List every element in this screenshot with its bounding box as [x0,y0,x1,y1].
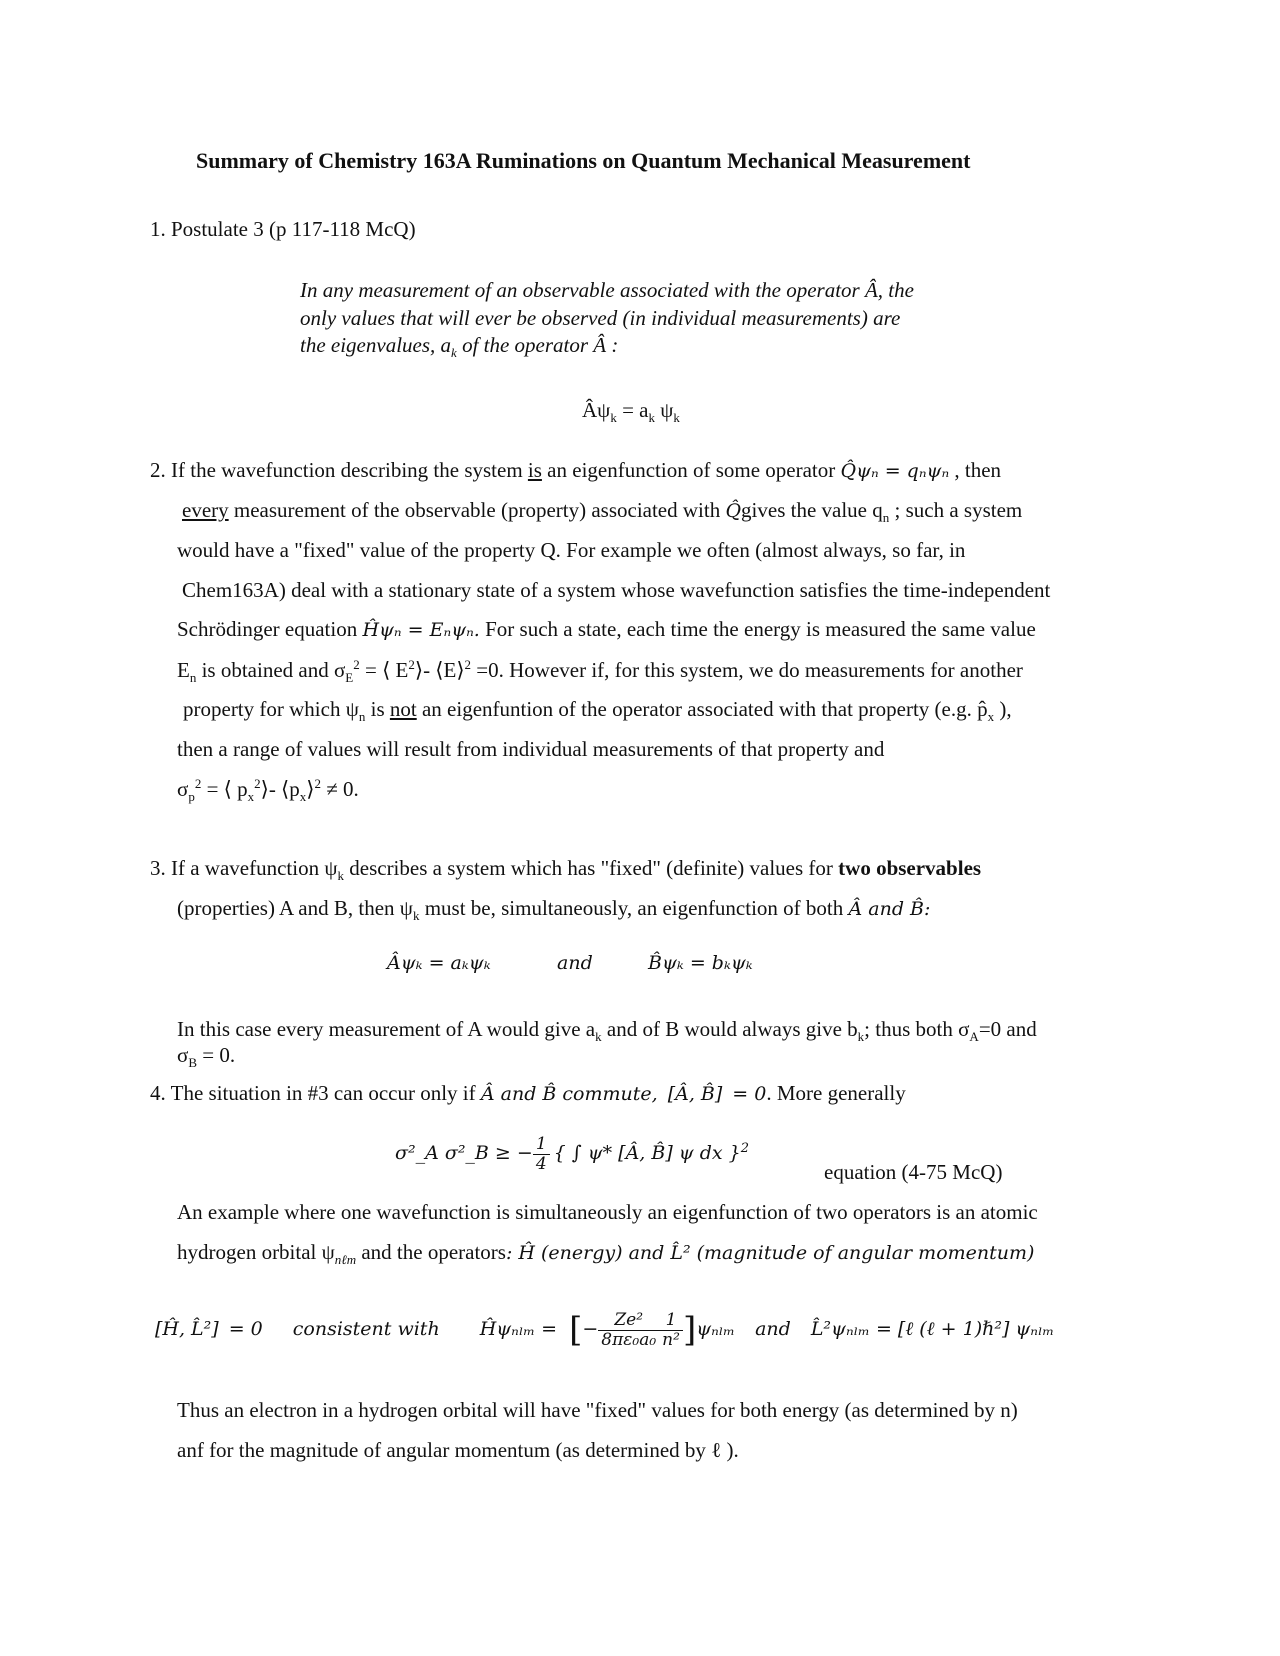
uncertainty-inequality: σ²_A σ²_B ≥ − $\frac{1}{4}$ { ∫ ψ* [Â, B̂] ψ dx }$^2$ [395,1134,750,1174]
section-4-line-3: hydrogen orbital $\psi_{n\ell m}$ and the operators: Ĥ (energy) and L̂² (magnitude of angular momentum) [177,1240,1035,1268]
section-2-line-9: $\sigma_p^2$ = ⟨ $p_x^2⟩-$ $⟨p_x⟩^2 \ne 0$. [177,776,359,805]
section-3-line-4: $\sigma_B = 0$. [177,1043,236,1071]
section-4-line-5: anf for the magnitude of angular momentum (as determined by ℓ ). [177,1438,739,1462]
section-2-line-7: property for which $\psi_n$ is not an eigenfuntion of the operator associated with that property (e.g. $p̂_x$ ), [183,697,1012,725]
equation-reference: equation (4-75 McQ) [824,1160,1003,1184]
section-2-line-8: then a range of values will result from individual measurements of that property and [177,737,885,761]
eigen-equation-and: and [557,952,593,974]
section-3-line-1: 3. If a wavefunction $\psi_k$ describes a system which has "fixed" (definite) values for two observables [150,856,982,884]
section-2-line-2: every measurement of the observable (property) associated with Q̂gives the value $q_n$ ; such a system [182,498,1023,526]
page-title: Summary of Chemistry 163A Ruminations on Quantum Mechanical Measurement [196,148,971,173]
section-2-line-5: Schrödinger equation Ĥψₙ = Eₙψₙ. For such a state, each time the energy is measured the same value [177,617,1036,641]
hydrogen-equations: [Ĥ, L̂²] = 0 consistent with Ĥψₙₗₘ = [− $\frac{\text{Ze²}}{\text{8πε₀a₀}}$ $\frac{1}{\text{n²}}$ ]ψₙₗₘ and L̂²ψₙₗₘ = [ℓ (ℓ + 1)ℏ²] ψₙₗₘ [155,1309,1055,1350]
section-2-line-6: $E_n$ is obtained and $\sigma_E^2$ = ⟨ $E^2⟩-$ ⟨E⟩$^2$ =0. However if, for this system, we do measurements for another [177,657,1023,686]
section-1-heading: 1. Postulate 3 (p 117-118 McQ) [150,217,416,241]
section-2-line-4: Chem163A) deal with a stationary state of a system whose wavefunction satisfies the time-independent [182,578,1051,602]
postulate-quote-line-2: only values that will ever be observed (in individual measurements) are [300,306,901,330]
section-2-line-1: 2. If the wavefunction describing the system is an eigenfunction of some operator Q̂ψₙ = qₙψₙ , then [150,458,1002,482]
postulate-quote-line-3: the eigenvalues, $a_k$ of the operator Â : [300,333,619,361]
section-4-line-2: An example where one wavefunction is simultaneously an eigenfunction of two operators is an atomic [177,1200,1038,1224]
section-3-line-3: In this case every measurement of A would give $a_k$ and of B would always give $b_k$; thus both $\sigma_A=0$ and [177,1017,1037,1045]
postulate-quote-line-1: In any measurement of an observable associated with the operator Â, the [300,278,914,302]
eigen-equation-b: B̂ψₖ = bₖψₖ [648,952,753,974]
eigen-equation-a: Âψₖ = aₖψₖ [387,952,491,974]
section-4-line-1: 4. The situation in #3 can occur only if Â and B̂ commute, [Â, B̂] = 0. More generally [150,1081,906,1105]
section-3-line-2: (properties) A and B, then $\psi_k$ must be, simultaneously, an eigenfunction of both Â and B̂: [177,896,931,924]
section-2-line-3: would have a "fixed" value of the property Q. For example we often (almost always, so far, in [177,538,966,562]
eigenvalue-equation: $Â\psi_k = a_k$ $\psi_k$ [582,398,680,426]
section-4-line-4: Thus an electron in a hydrogen orbital will have "fixed" values for both energy (as determined by n) [177,1398,1018,1422]
